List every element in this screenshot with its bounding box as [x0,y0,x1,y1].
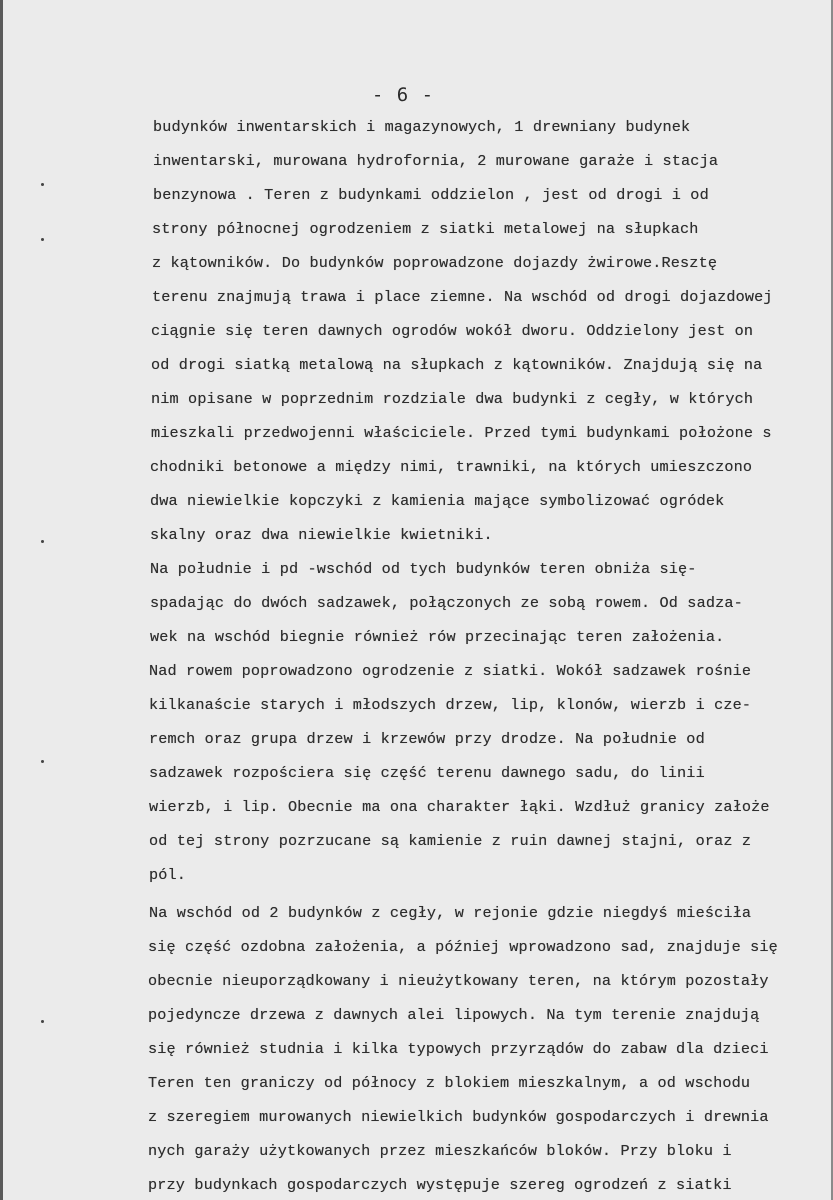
text-line: Na wschód od 2 budynków z cegły, w rejonie gdzie niegdyś mieściła [149,904,752,922]
text-line: budynków inwentarskich i magazynowych, 1 drewniany budynek [153,118,691,136]
text-line: skalny oraz dwa niewielkie kwietniki. [150,526,493,544]
text-line: inwentarski, murowana hydrofornia, 2 murowane garaże i stacja [153,152,719,170]
text-line: dwa niewielkie kopczyki z kamienia mające symbolizować ogródek [150,492,725,510]
margin-punch-dot [41,183,44,186]
text-line: terenu znajmują trawa i place ziemne. Na wschód od drogi dojazdowej [152,288,773,306]
text-line: Nad rowem poprowadzono ogrodzenie z siatki. Wokół sadzawek rośnie [149,662,752,680]
margin-punch-dot [41,540,44,543]
text-line: Na południe i pd -wschód od tych budynków teren obniża się- [150,560,697,578]
text-line: od tej strony pozrzucane są kamienie z ruin dawnej stajni, oraz z [149,832,752,850]
text-line: wek na wschód biegnie również rów przecinając teren założenia. [150,628,725,646]
text-line: Teren ten graniczy od północy z blokiem mieszkalnym, a od wschodu [148,1074,751,1092]
text-line: się część ozdobna założenia, a później wprowadzono sad, znajduje się [148,938,778,956]
text-line: spadając do dwóch sadzawek, połączonych ze sobą rowem. Od sadza- [150,594,743,612]
text-line: strony północnej ogrodzeniem z siatki metalowej na słupkach [152,220,699,238]
text-line: przy budynkach gospodarczych występuje szereg ogrodzeń z siatki [148,1176,732,1194]
text-line: mieszkali przedwojenni właściciele. Przed tymi budynkami położone s [151,424,772,442]
text-line: się również studnia i kilka typowych przyrządów do zabaw dla dzieci [148,1040,769,1058]
text-line: wierzb, i lip. Obecnie ma ona charakter łąki. Wzdłuż granicy założe [149,798,770,816]
text-line: sadzawek rozpościera się część terenu dawnego sadu, do linii [149,764,705,782]
text-line: z szeregiem murowanych niewielkich budynków gospodarczych i drewnia [148,1108,769,1126]
text-line: z kątowników. Do budynków poprowadzone dojazdy żwirowe.Resztę [152,254,718,272]
text-line: chodniki betonowe a między nimi, trawniki, na których umieszczono [150,458,753,476]
margin-punch-dot [41,760,44,763]
text-line: pól. [149,866,187,884]
text-line: kilkanaście starych i młodszych drzew, lip, klonów, wierzb i cze- [149,696,752,714]
text-line: nim opisane w poprzednim rozdziale dwa budynki z cegły, w których [151,390,754,408]
text-line: benzynowa . Teren z budynkami oddzielon , jest od drogi i od [153,186,709,204]
margin-punch-dot [41,1020,44,1023]
text-line: nych garaży użytkowanych przez mieszkańców bloków. Przy bloku i [148,1142,732,1160]
text-line: pojedyncze drzewa z dawnych alei lipowych. Na tym terenie znajdują [148,1006,760,1024]
margin-punch-dot [41,238,44,241]
text-line: remch oraz grupa drzew i krzewów przy drodze. Na południe od [149,730,705,748]
text-line: obecnie nieuporządkowany i nieużytkowany teren, na którym pozostały [148,972,769,990]
page-number: - 6 - [371,84,435,106]
text-line: ciągnie się teren dawnych ogrodów wokół dworu. Oddzielony jest on [151,322,754,340]
text-line: od drogi siatką metalową na słupkach z kątowników. Znajdują się na [151,356,763,374]
